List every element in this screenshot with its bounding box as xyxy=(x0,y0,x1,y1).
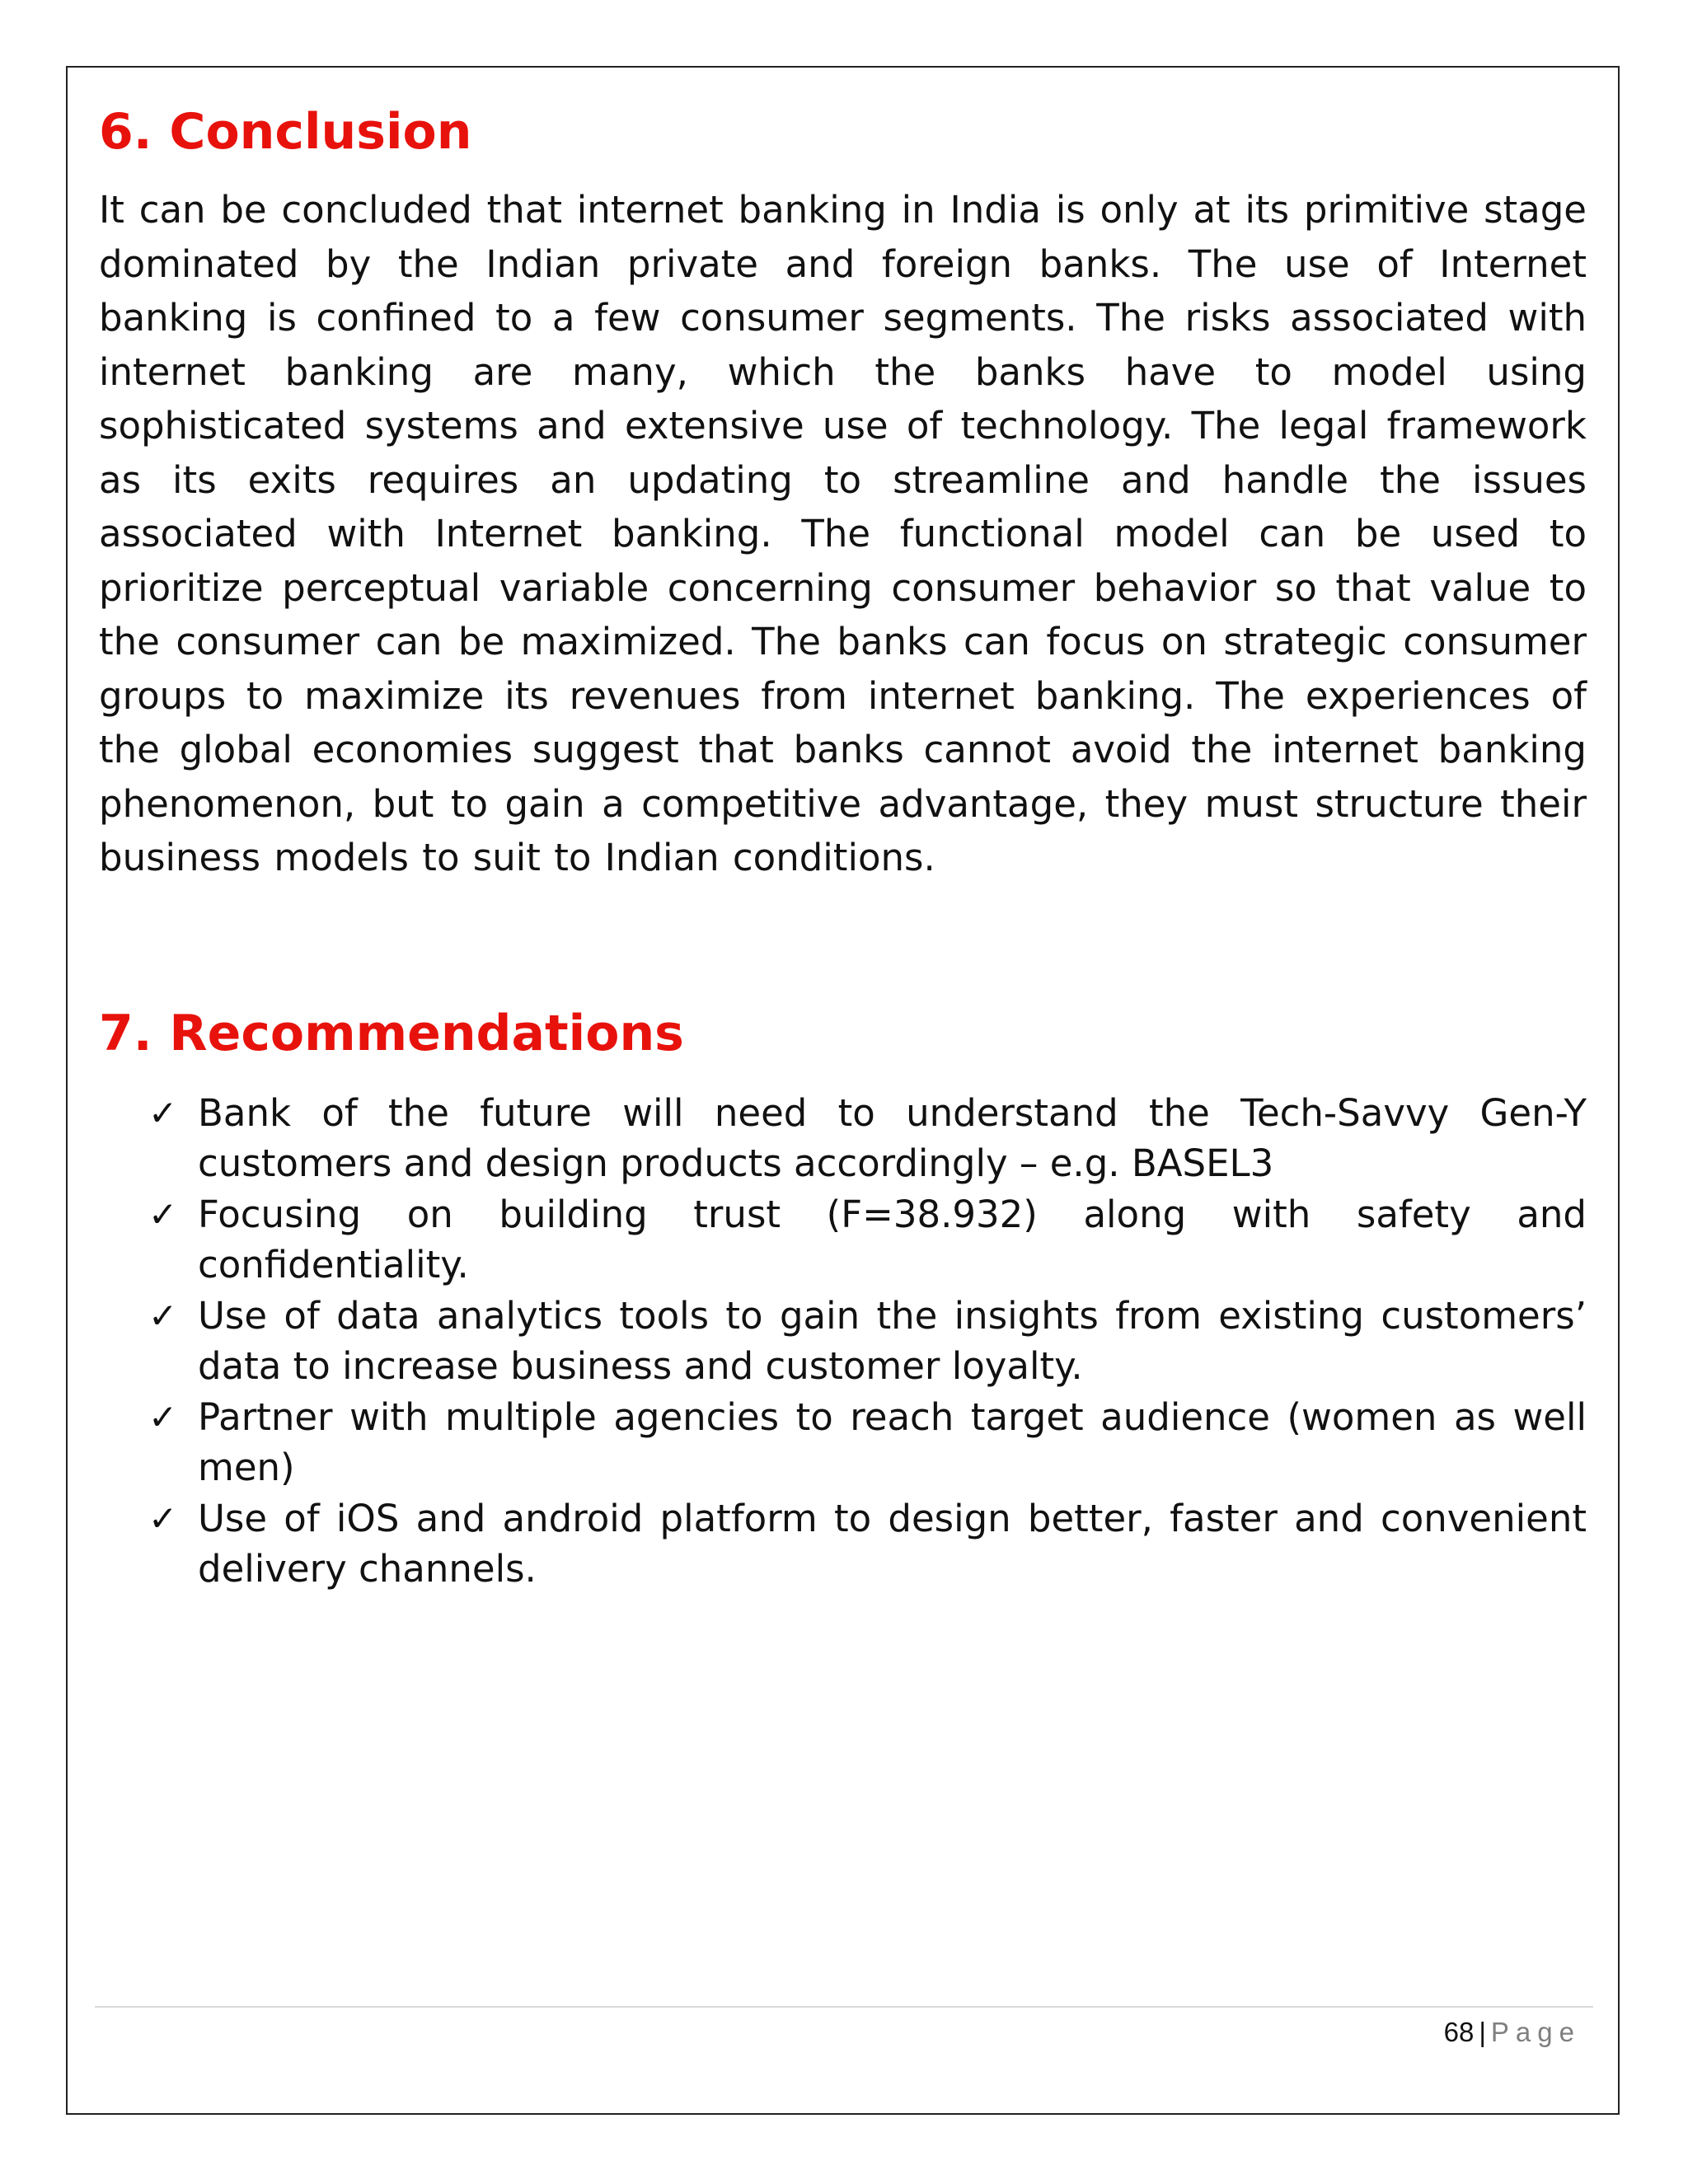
checkmark-icon: ✓ xyxy=(148,1497,178,1539)
list-item xyxy=(148,1493,1587,1595)
list-item-text: Partner with multiple agencies to reach target audience (women as well men) xyxy=(198,1394,1587,1489)
list-item xyxy=(148,1291,1587,1392)
conclusion-paragraph: It can be concluded that internet banking in India is only at its primitive stage dominated by the Indian private and foreign banks. The use of Internet banking is confined to a few consumer segments. The risks associated with internet banking are many, which the banks have to model using sophisticated systems and extensive use of technology. The legal framework as its exits requires an updating to streamline and handle the issues associated with Internet banking. The functional model can be used to prioritize perceptual variable concerning consumer behavior so that value to the consumer can be maximized. The banks can focus on strategic consumer groups to maximize its revenues from internet banking. The experiences of the global economies suggest that banks cannot avoid the internet banking phenomenon, but to gain a competitive advantage, they must structure their business models to suit to Indian conditions. xyxy=(99,188,1587,879)
list-item-text: Use of iOS and android platform to design better, faster and convenient delivery channels. xyxy=(198,1496,1587,1591)
list-item-text: Focusing on building trust (F=38.932) along with safety and confidentiality. xyxy=(198,1192,1587,1286)
checkmark-icon: ✓ xyxy=(148,1396,178,1437)
list-item xyxy=(148,1189,1587,1291)
recommendations-list xyxy=(99,1088,1587,1595)
page-footer xyxy=(1444,2014,1581,2050)
footer-separator: | xyxy=(1479,2017,1486,2047)
list-item-text: Use of data analytics tools to gain the insights from existing customers’ data to increase business and customer loyalty. xyxy=(198,1293,1587,1388)
footer-divider xyxy=(95,2006,1593,2008)
list-item-text: Bank of the future will need to understand the Tech-Savvy Gen-Y customers and design products accordingly – e.g. BASEL3 xyxy=(198,1090,1587,1185)
list-item xyxy=(148,1392,1587,1493)
checkmark-icon: ✓ xyxy=(148,1295,178,1336)
conclusion-heading: 6. Conclusion xyxy=(99,103,472,161)
list-item xyxy=(148,1088,1587,1189)
page-content xyxy=(99,99,1587,1595)
page-label: Page xyxy=(1490,2017,1581,2047)
checkmark-icon: ✓ xyxy=(148,1092,178,1133)
recommendations-heading: 7. Recommendations xyxy=(99,1004,684,1062)
checkmark-icon: ✓ xyxy=(148,1193,178,1235)
page-number: 68 xyxy=(1443,2017,1475,2047)
